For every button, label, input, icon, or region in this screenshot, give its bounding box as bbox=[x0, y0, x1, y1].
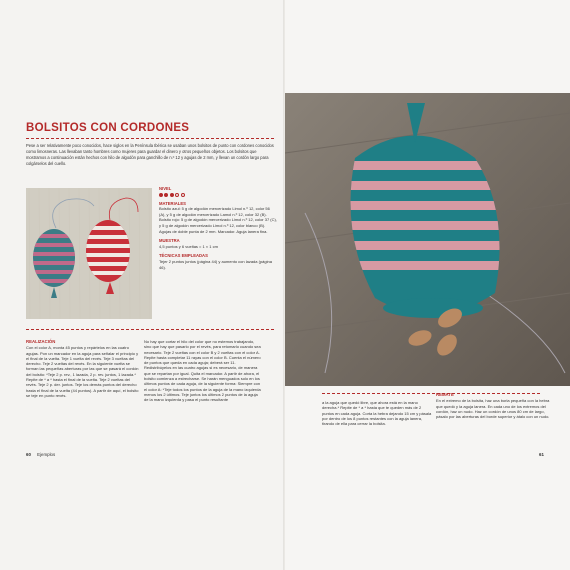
level-label: NIVEL bbox=[159, 186, 172, 191]
striped-pouch-photo bbox=[285, 93, 570, 386]
instructions-column-1 bbox=[26, 339, 140, 398]
page-number-right: 61 bbox=[539, 452, 544, 457]
techniques-label: TÉCNICAS EMPLEADAS bbox=[159, 253, 208, 259]
gauge-text: 4,5 puntos y 6 vueltas = 1 × 1 cm bbox=[159, 243, 218, 249]
difficulty-dot-empty bbox=[181, 193, 185, 197]
gauge-label: MUESTRA bbox=[159, 238, 180, 244]
difficulty-dot-filled bbox=[159, 193, 163, 197]
finish-label: REMATE bbox=[436, 392, 454, 397]
pattern-info bbox=[159, 186, 277, 274]
difficulty-dot-filled bbox=[170, 193, 174, 197]
difficulty-dot-empty bbox=[175, 193, 179, 197]
materials-text: Bolsito azul: 5 g de algodón mercerizado Limol n.º 12, color 56 (A), y 5 g de algodón mercerizado Lamol n.º 12, color 32 (B). Bolsito rojo: 5 g de algodón mercerizado Limol n.º 12, color 37 (C), y 5 g de algodón mercerizado Limol n.º 12, color blanco (B). Agujas de doble punta de 2 mm. Marcador. Aguja lanera fina. bbox=[159, 206, 277, 234]
page-title: BOLSITOS CON CORDONES bbox=[26, 122, 190, 134]
finish-text: En el extremo de la bolsita, haz una borla pequeña con la hebra que quedó y la aguja lanera. En cada uno de los extremos del cordón, haz un nudo. Haz un cordón de unos 80 cm de largo, pásalo por las aberturas del borde superior y átalo con un nudo. bbox=[436, 398, 550, 420]
continuation-text: a la aguja que quedó libre, que ahora está en la mano derecha.* Repite de * a * hasta que te queden más de 2 puntos en cada aguja. Corta la hebra dejando 15 cm y pásala por dentro de los 8 puntos restantes con la aguja lanera, tirando de ella para cerrar la bolsita. bbox=[322, 400, 432, 427]
realization-text-1: Con el color A, monta 45 puntos y repártelos en las cuatro agujas. Pon un marcador en la aguja para señalar el principio y el final de la vuelta. Teje 1 vuelta del revés. Teje 3 vueltas del derecho. Teje 2 vueltas del revés. En la siguiente vuelta se forman las pequeñas aberturas por las que se pasará el cordón del bolsito: *Teje 2 p. rev., 1 lazada, 2 p. rev. juntos, 1 lazada.* Repite de * a * hasta el final de la vuelta. Teje 2 vueltas del revés. Teje 2 p. der. juntos. Teje los demás puntos del derecho hasta el final de la vuelta (44 puntos). A partir de aquí, el bolsito se teje en punto revés. bbox=[26, 345, 139, 398]
page-footer-right bbox=[539, 452, 544, 457]
instructions-column-3 bbox=[322, 392, 434, 426]
page-footer-left bbox=[26, 452, 55, 457]
section-divider bbox=[26, 329, 274, 330]
page-number: 60 bbox=[26, 452, 31, 457]
right-page bbox=[285, 0, 570, 570]
techniques-text: Tejer 2 puntos juntos (página 44) y aumento con lazada (página 46). bbox=[159, 258, 272, 270]
title-divider bbox=[26, 138, 274, 139]
intro-paragraph: Pese a ser relativamente poco conocidos, hace siglos en la Península Ibérica se usaban unos bolsitos de punto con cordones conocidos como limosneras. Las llevaban tanto hombres como mujeres para guardar el dinero y otros pequeños objetos. Los bolsitos que mostramos a continuación están hechos con hilo de algodón para ganchillo de n.º 12 y agujas de 2 mm, y llevan un cordón largo para colgárselos del cuello. bbox=[26, 143, 274, 166]
section-name: Ejemplos bbox=[37, 452, 56, 457]
materials-label: MATERIALES bbox=[159, 200, 186, 206]
realization-label: REALIZACIÓN bbox=[26, 339, 56, 344]
instructions-column-4 bbox=[436, 392, 550, 419]
difficulty-rating bbox=[159, 193, 277, 197]
difficulty-dot-filled bbox=[164, 193, 168, 197]
realization-text-2: No hay que cortar el hilo del color que no estemos trabajando, sino que hay que pasarlo por el revés, para retomarlo cuando sea necesario. Teje 2 vueltas con el color B y 2 vueltas con el color A. Repite hasta completar 11 rayas con el color B. Cuenta el número de puntos que queda en cada aguja; deberá ser 11. Redistribúyelos en las cuatro agujas si es necesario, de manera que se repartan por igual. Quita el marcador. A partir de ahora, el bolsito comienza a estrecharse. Se harán menguados solo en los últimos puntos de cada aguja, de la siguiente forma: Siempre con el color A: *Teje todos los puntos de la aguja de la mano izquierda menos los 2 últimos. Teje juntos los últimos 2 puntos de la aguja de la mano izquierda y pasa el punto resultante bbox=[144, 339, 261, 403]
instructions-column-2 bbox=[144, 339, 262, 403]
two-pouches-photo bbox=[26, 188, 152, 319]
